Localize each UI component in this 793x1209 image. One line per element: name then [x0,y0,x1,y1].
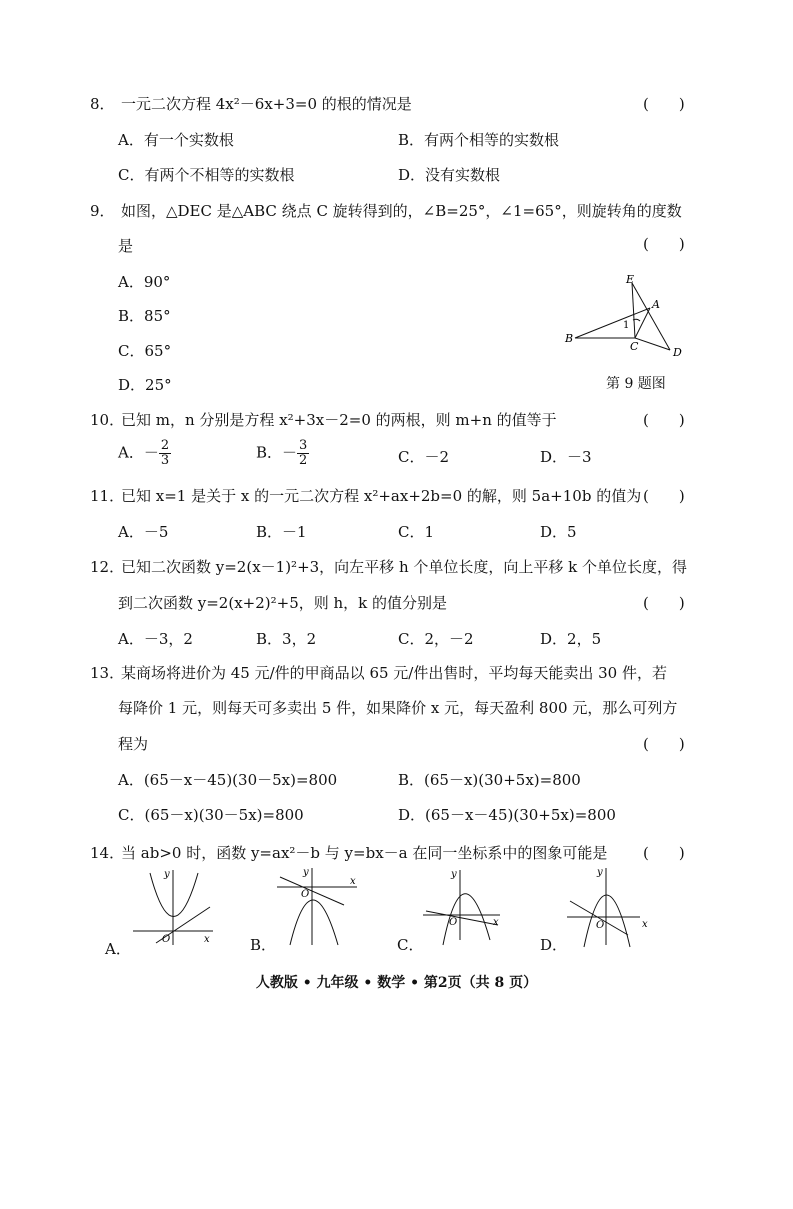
q14-answer-paren: ( ) [643,844,685,862]
q13-answer-paren: ( ) [643,735,685,753]
q12-option-b: B．3，2 [256,630,317,648]
q8-stem: 一元二次方程 4x²－6x+3=0 的根的情况是 [121,95,412,113]
origin-label: O [596,920,605,931]
x-label: x [350,876,356,887]
q9-option-d: D．25° [118,376,172,394]
q10-option-a-label: A．－ [118,443,159,462]
fraction-numerator: 3 [299,438,308,453]
q9-stem: 如图，△DEC 是△ABC 绕点 C 旋转得到的，∠B=25°，∠1=65°，则旋转角的度数 [121,202,682,220]
q10-number: 10． [90,411,125,429]
q9-answer-paren: ( ) [643,235,685,253]
q12-option-c: C．2，－2 [398,630,474,648]
q11-option-d: D．5 [540,523,577,541]
q9-figure-caption: 第 9 题图 [606,376,666,392]
y-label: y [597,867,603,878]
y-label: y [303,867,309,878]
x-label: x [642,919,648,930]
page-footer: 人教版 • 九年级 • 数学 • 第2页（共 8 页） [255,975,538,991]
q11-answer-paren: ( ) [643,487,685,505]
seg-BA [575,308,650,338]
q8-number: 8． [90,95,115,113]
q14-option-a-label: A． [105,940,131,958]
seg-CA [635,308,650,338]
q8-option-c: C．有两个不相等的实数根 [118,166,295,184]
q10-stem: 已知 m，n 分别是方程 x²+3x－2=0 的两根，则 m+n 的值等于 [121,411,557,429]
label-C: C [630,340,639,353]
q12-option-d: D．2，5 [540,630,602,648]
q10-answer-paren: ( ) [643,411,685,429]
label-E: E [626,273,635,286]
q13-stem: 某商场将进价为 45 元/件的甲商品以 65 元/件出售时，平均每天能卖出 30 件，若 [121,664,667,682]
parabola [290,900,338,945]
y-label: y [451,869,457,880]
q14-option-b-label: B． [250,936,277,954]
origin-label: O [301,889,310,900]
q11-option-c: C．1 [398,523,435,541]
q9-option-c: C．65° [118,342,172,360]
origin-label: O [449,917,458,928]
q14-graph-a [128,865,218,950]
q11-option-b: B．－1 [256,523,307,541]
y-label: y [164,869,170,880]
origin-label: O [162,934,171,945]
line [426,911,498,925]
parabola [150,873,198,917]
q12-option-a: A．－3，2 [118,630,193,648]
q14-graph-d [562,865,657,950]
q8-option-b: B．有两个相等的实数根 [398,131,560,149]
fraction-denominator: 2 [299,453,308,468]
q10-option-b-label: B．－ [256,443,298,462]
seg-EC [632,283,635,338]
fraction-denominator: 3 [160,453,170,468]
q13-option-d: D．(65－x－45)(30+5x)=800 [398,806,616,824]
q11-number: 11． [90,487,125,505]
q14-number: 14． [90,844,125,862]
q13-stem-line3: 程为 [118,735,149,753]
q8-answer-paren: ( ) [643,95,685,113]
q14-stem: 当 ab>0 时，函数 y=ax²－b 与 y=bx－a 在同一坐标系中的图象可能是 [121,844,608,862]
q9-stem-line2: 是 [118,237,134,255]
label-1: 1 [623,320,630,331]
fraction [297,439,309,468]
parabola [584,895,630,947]
q8-option-a: A．有一个实数根 [118,131,234,149]
label-B: B [565,332,574,345]
q13-option-b: B．(65－x)(30+5x)=800 [398,771,581,789]
fraction [159,439,171,468]
q10-option-d: D．－3 [540,448,592,466]
q13-option-a: A．(65－x－45)(30－5x)=800 [118,771,338,789]
q12-answer-paren: ( ) [643,594,685,612]
q12-stem: 已知二次函数 y=2(x－1)²+3，向左平移 h 个单位长度，向上平移 k 个单位长度，得 [121,558,688,576]
q8-option-d: D．没有实数根 [398,166,501,184]
q12-number: 12． [90,558,125,576]
q14-graph-b [272,865,362,950]
x-label: x [493,917,499,928]
q9-option-a: A．90° [118,273,171,291]
q12-stem-line2: 到二次函数 y=2(x+2)²+5，则 h，k 的值分别是 [118,594,448,612]
q13-number: 13． [90,664,125,682]
q14-graph-c [418,865,508,950]
fraction-numerator: 2 [160,438,170,453]
q14-option-d-label: D． [540,936,568,954]
x-label: x [204,934,210,945]
q11-option-a: A．－5 [118,523,169,541]
label-D: D [673,346,682,359]
q9-number: 9． [90,202,115,220]
q9-option-b: B．85° [118,307,171,325]
q10-option-a [118,439,171,468]
q11-stem: 已知 x=1 是关于 x 的一元二次方程 x²+ax+2b=0 的解，则 5a+10b 的值为 [121,487,642,505]
q10-option-c: C．－2 [398,448,450,466]
label-A: A [652,298,660,311]
q13-option-c: C．(65－x)(30－5x)=800 [118,806,304,824]
q14-option-c-label: C． [397,936,424,954]
q9-figure [560,268,690,368]
q13-stem-line2: 每降价 1 元，则每天可多卖出 5 件，如果降价 x 元，每天盈利 800 元，那么可列方 [118,699,678,717]
q10-option-b [256,439,309,468]
